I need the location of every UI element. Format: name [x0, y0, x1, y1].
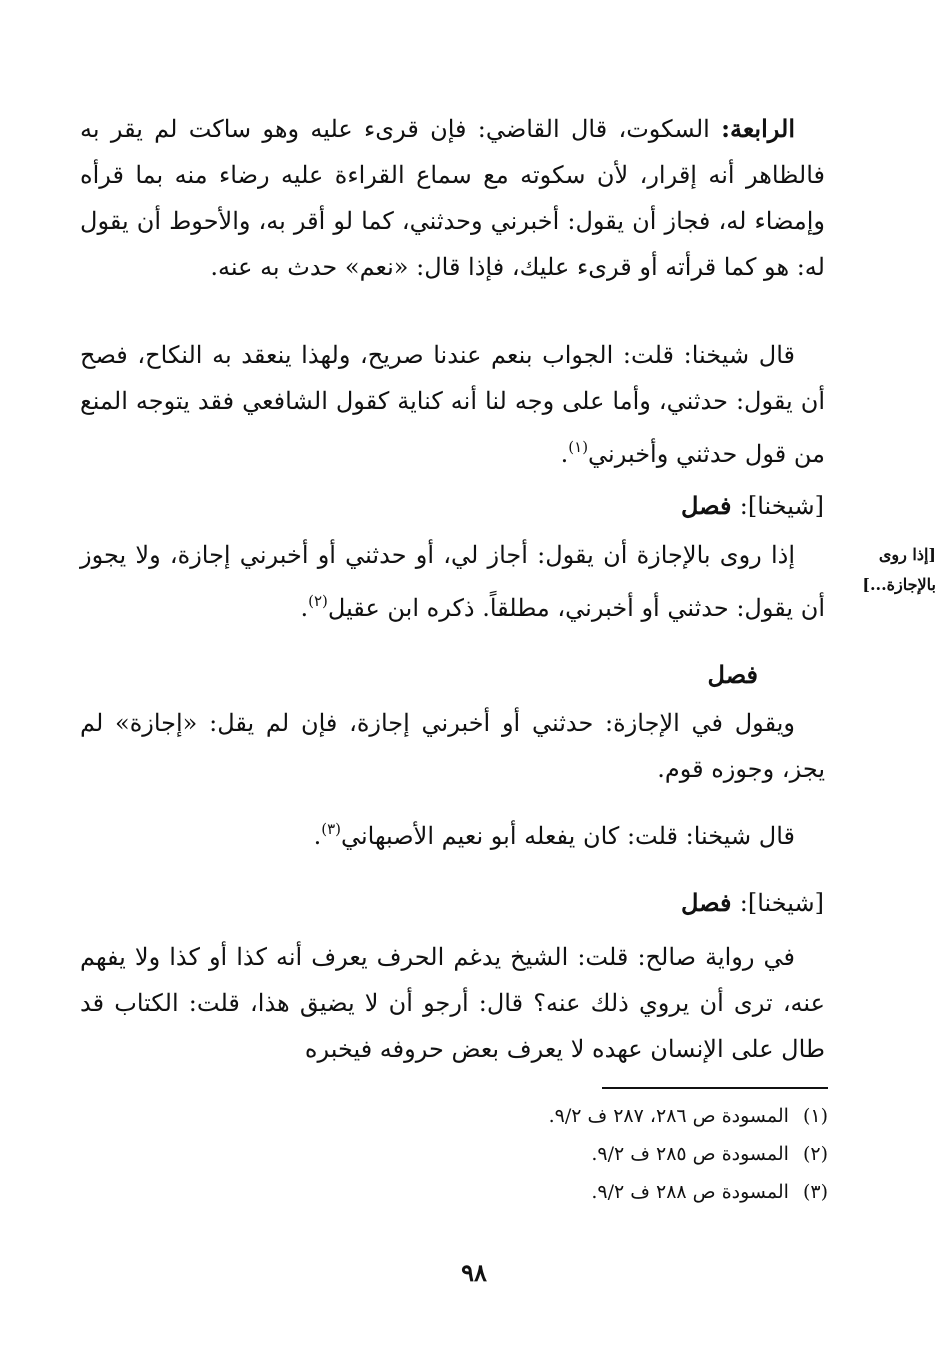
- heading-bracket: [شيخنا]:: [739, 889, 824, 917]
- heading-title: فصل: [707, 660, 758, 689]
- footnote-number: (٣): [802, 1181, 828, 1203]
- footnote-text: المسودة ص ٢٨٥ ف ٩/٢.: [591, 1143, 789, 1165]
- paragraph-text: في رواية صالح: قلت: الشيخ يدغم الحرف يعرف أنه كذا أو كذا ولا يفهم عنه، ترى أن يروي ذلك عنه؟ قال: أرجو أن لا يضيق هذا، قلت: الكتاب قد طال على الإنسان عهده لا يعرف بعض حروفه فيخبره: [80, 943, 825, 1063]
- heading-title: فصل: [680, 491, 732, 520]
- paragraph-abu-nuaym: قال شيخنا: قلت: كان يفعله أبو نعيم الأصبهاني$^{(٣)}$.: [313, 820, 795, 850]
- paragraph-text: ويقول في الإجازة: حدثني أو أخبرني إجازة، فإن لم يقل: «إجازة» لم يجز، وجوزه قوم.: [80, 709, 825, 783]
- paragraph-text: السكوت، قال القاضي: فإن قرىء عليه وهو ساكت لم يقر به فالظاهر أنه إقرار، لأن سكوته مع سماع القراءة عليه رضاء منه بما قرأه وإمضاء له، فجاز أن يقول: أخبرني وحدثني، كما لو أقر به، والأحوط أن يقول له: هو كما قرأته أو قرىء عليك، فإذا قال: «نعم» حدث به عنه.: [80, 115, 825, 281]
- footnote-divider: [602, 1087, 828, 1089]
- footnote-ref: (١): [568, 438, 589, 456]
- heading-title: فصل: [680, 888, 732, 917]
- paragraph-lead: الرابعة:: [721, 114, 795, 143]
- footnote: [380, 1173, 828, 1211]
- footnote-number: (٢): [802, 1143, 828, 1165]
- paragraph-text: إذا روى بالإجازة أن يقول: أجاز لي، أو حدثني أو أخبرني إجازة، ولا يجوز أن يقول: حدثني أو أخبرني، مطلقاً. ذكره ابن عقيل: [80, 541, 825, 622]
- footnote-ref: (٣): [321, 820, 341, 838]
- footnote-text: المسودة ص ٢٨٦، ٢٨٧ ف ٩/٢.: [548, 1105, 789, 1127]
- footnote-number: (١): [802, 1105, 828, 1127]
- paragraph-yaqulu: [80, 700, 825, 792]
- footnotes: [380, 1097, 828, 1211]
- section-heading: [681, 486, 824, 526]
- footnote-ref: (٢): [308, 592, 328, 610]
- page-number: ٩٨: [461, 1258, 487, 1287]
- paragraph-ijaza: إذا روى بالإجازة أن يقول: أجاز لي، أو حدثني أو أخبرني إجازة، ولا يجوز أن يقول: حدثني أو أخبرني، مطلقاً. ذكره ابن عقيل$^{(٢)}$.: [80, 541, 825, 622]
- footnote: [380, 1097, 828, 1135]
- paragraph-text: قال شيخنا: قلت: كان يفعله أبو نعيم الأصبهاني: [340, 822, 795, 850]
- paragraph-text: قال شيخنا: قلت: الجواب بنعم عندنا صريح، ولهذا ينعقد به النكاح، فصح أن يقول: حدثني، وأما على وجه لنا أنه كناية كقول الشافعي فقد يتوجه المنع من قول حدثني وأخبرني: [80, 341, 825, 468]
- heading-bracket: [شيخنا]:: [739, 492, 824, 520]
- footnote-text: المسودة ص ٢٨٨ ف ٩/٢.: [591, 1181, 789, 1203]
- margin-note: [إذا روى بالإجازة...]: [862, 545, 936, 594]
- paragraph-fourth: [80, 106, 825, 290]
- paragraph-shaykhuna-comment: قال شيخنا: قلت: الجواب بنعم عندنا صريح، ولهذا ينعقد به النكاح، فصح أن يقول: حدثني، وأما على وجه لنا أنه كناية كقول الشافعي فقد يتوجه المنع من قول حدثني وأخبرني$^{(١)}$.: [80, 341, 825, 468]
- footnote: [380, 1135, 828, 1173]
- section-heading: [681, 883, 824, 923]
- paragraph-salih: [80, 934, 825, 1072]
- section-heading: [708, 655, 758, 695]
